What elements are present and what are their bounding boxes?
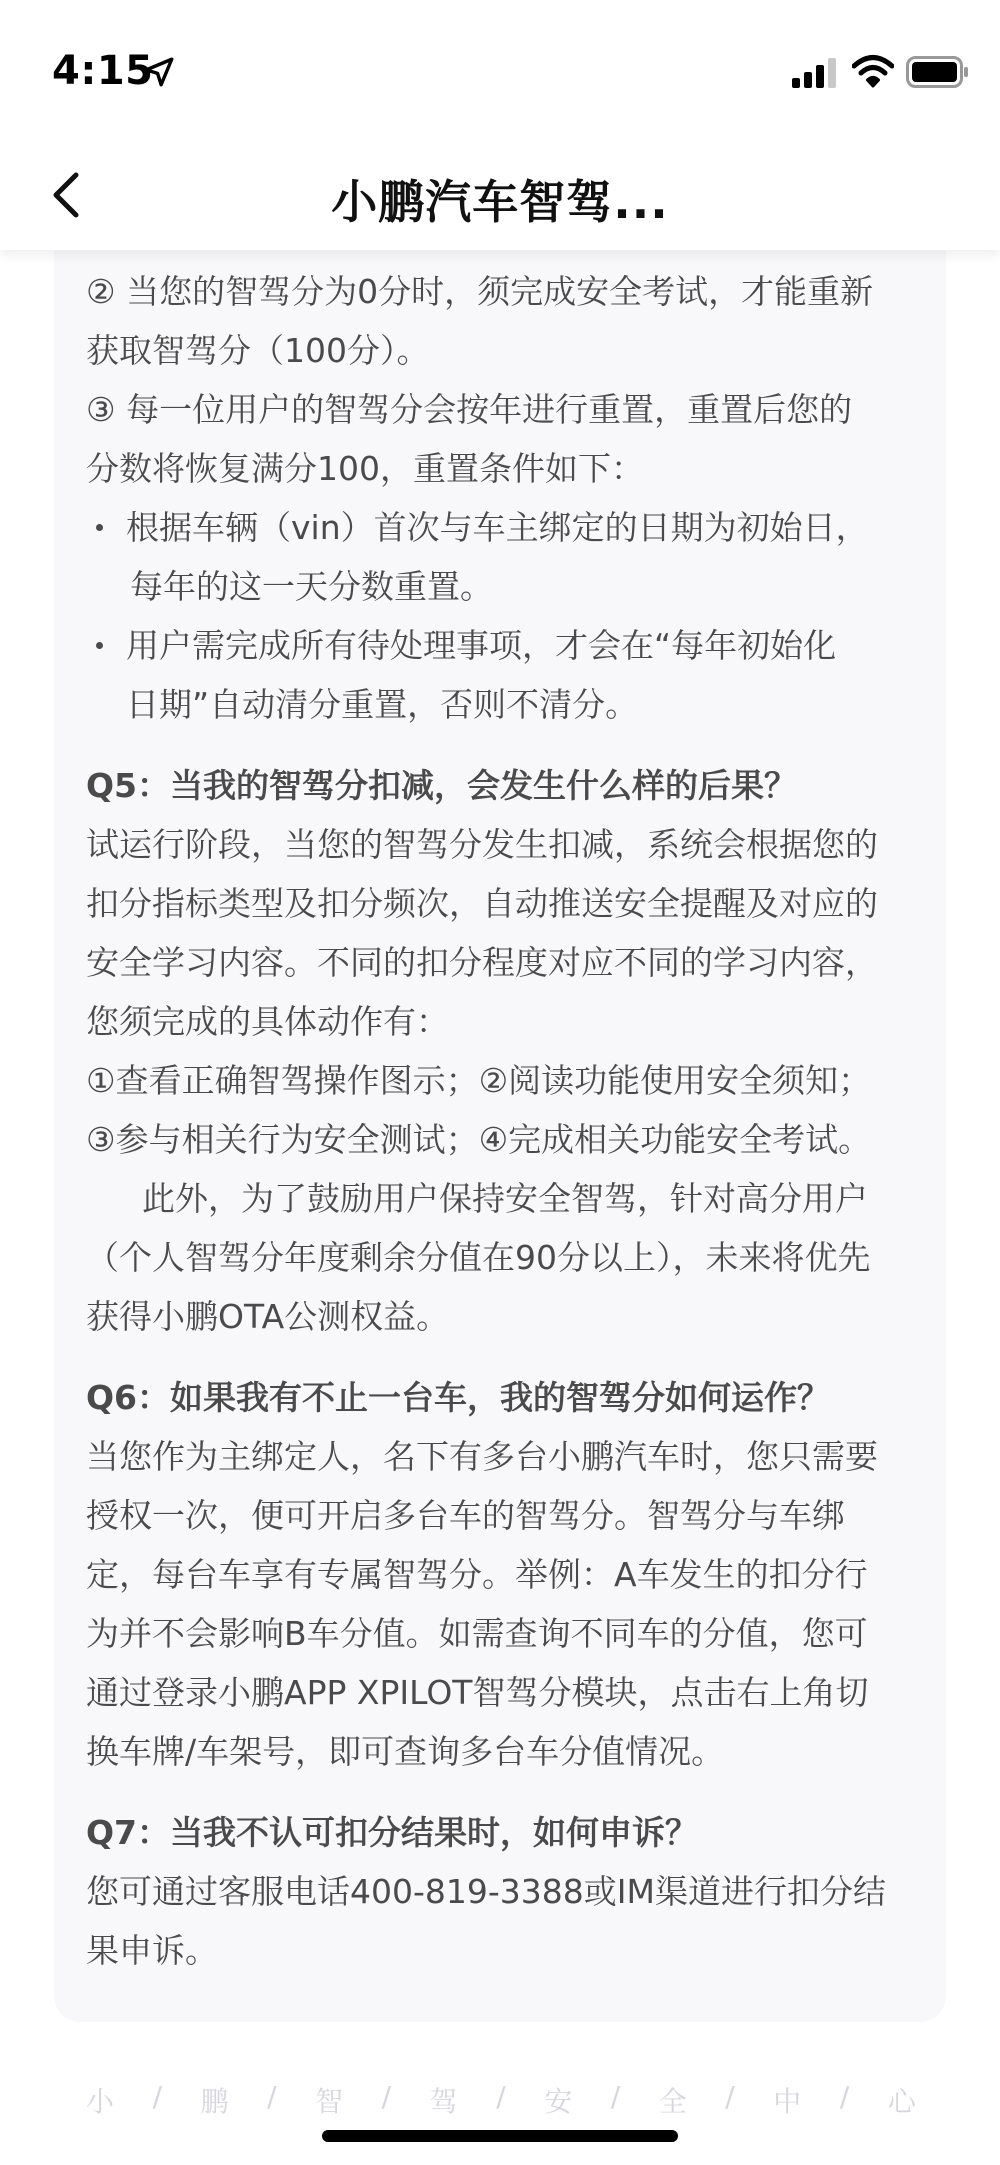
text-line: 为并不会影响B车分值。如需查询不同车的分值，您可: [86, 1614, 868, 1653]
text-line: 您可通过客服电话400-819-3388或IM渠道进行扣分结: [86, 1872, 886, 1911]
text-line: 日期”自动清分重置，否则不清分。: [126, 685, 639, 724]
footer-separator: /: [496, 2080, 506, 2113]
text-line: ③ 每一位用户的智驾分会按年进行重置，重置后您的: [86, 390, 853, 429]
text-line: 分数将恢复满分100，重置条件如下：: [86, 449, 644, 488]
text-line: 每年的这一天分数重置。: [130, 567, 493, 606]
footer-separator: /: [152, 2080, 162, 2113]
text-line: 安全学习内容。不同的扣分程度对应不同的学习内容，: [86, 943, 878, 982]
footer-char: 小: [86, 2085, 115, 2118]
text-line: 获取智驾分（100分）。: [86, 331, 430, 370]
text-line: （个人智驾分年度剩余分值在90分以上），未来将优先: [86, 1238, 871, 1277]
faq-content: [86, 262, 916, 1980]
footer-char: 鹏: [200, 2085, 229, 2118]
location-arrow-icon: [142, 55, 176, 89]
footer-char: 安: [544, 2085, 573, 2118]
text-line: ③参与相关行为安全测试；④完成相关功能安全考试。: [86, 1120, 872, 1159]
footer-char: 全: [658, 2085, 687, 2118]
text-line: 定，每台车享有专属智驾分。举例：A车发生的扣分行: [86, 1555, 868, 1594]
text-line: 授权一次，便可开启多台车的智驾分。智驾分与车绑: [86, 1496, 845, 1535]
text-line: 扣分指标类型及扣分频次，自动推送安全提醒及对应的: [86, 884, 878, 923]
text-line: 果申诉。: [86, 1931, 218, 1970]
footer-separator: /: [610, 2080, 621, 2113]
home-indicator[interactable]: [322, 2130, 678, 2142]
footer-char: 中: [773, 2085, 802, 2118]
text-line: ② 当您的智驾分为0分时，须完成安全考试，才能重新: [86, 272, 874, 311]
bullet-dot: [96, 642, 103, 649]
wifi-icon: [852, 54, 894, 88]
text-line: 换车牌/车架号，即可查询多台车分值情况。: [86, 1732, 725, 1771]
footer-separator: /: [381, 2080, 392, 2113]
text-line: 您须完成的具体动作有：: [86, 1002, 449, 1041]
bullet-item: [86, 616, 916, 675]
footer-char: 智: [315, 2085, 344, 2118]
text-line: ①查看正确智驾操作图示；②阅读功能使用安全须知；: [86, 1061, 872, 1100]
bullet-dot: [96, 524, 103, 531]
page-title: 小鹏汽车智驾...: [331, 175, 669, 229]
footer-separator: /: [725, 2080, 735, 2113]
back-chevron-icon[interactable]: [40, 165, 100, 225]
navigation-bar: [0, 140, 1000, 250]
text-line: 通过登录小鹏APP XPILOT智驾分模块，点击右上角切: [86, 1673, 869, 1712]
status-bar: [0, 0, 1000, 140]
text-line: 此外，为了鼓励用户保持安全智驾，针对高分用户: [142, 1179, 868, 1218]
bullet-text: 用户需完成所有待处理事项，才会在“每年初始化: [126, 626, 837, 665]
bullet-text: 根据车辆（vin）首次与车主绑定的日期为初始日，: [126, 508, 869, 547]
text-line: 获得小鹏OTA公测权益。: [86, 1297, 450, 1336]
cellular-signal-icon: [792, 58, 836, 88]
battery-icon: [906, 56, 970, 88]
question-title-q7: Q7：当我不认可扣分结果时，如何申诉？: [86, 1813, 699, 1852]
status-time: 4:15: [52, 48, 154, 94]
footer-separator: /: [267, 2080, 277, 2113]
bullet-item: [86, 498, 916, 557]
question-title-q5: Q5：当我的智驾分扣减，会发生什么样的后果？: [86, 766, 798, 805]
footer-char: 心: [887, 2085, 916, 2118]
text-line: 试运行阶段，当您的智驾分发生扣减，系统会根据您的: [86, 825, 878, 864]
footer-char: 驾: [429, 2085, 458, 2118]
footer-brand-text: [86, 2080, 916, 2120]
footer-separator: /: [839, 2080, 850, 2113]
text-line: 当您作为主绑定人，名下有多台小鹏汽车时，您只需要: [86, 1437, 878, 1476]
question-title-q6: Q6：如果我有不止一台车，我的智驾分如何运作？: [86, 1378, 831, 1417]
